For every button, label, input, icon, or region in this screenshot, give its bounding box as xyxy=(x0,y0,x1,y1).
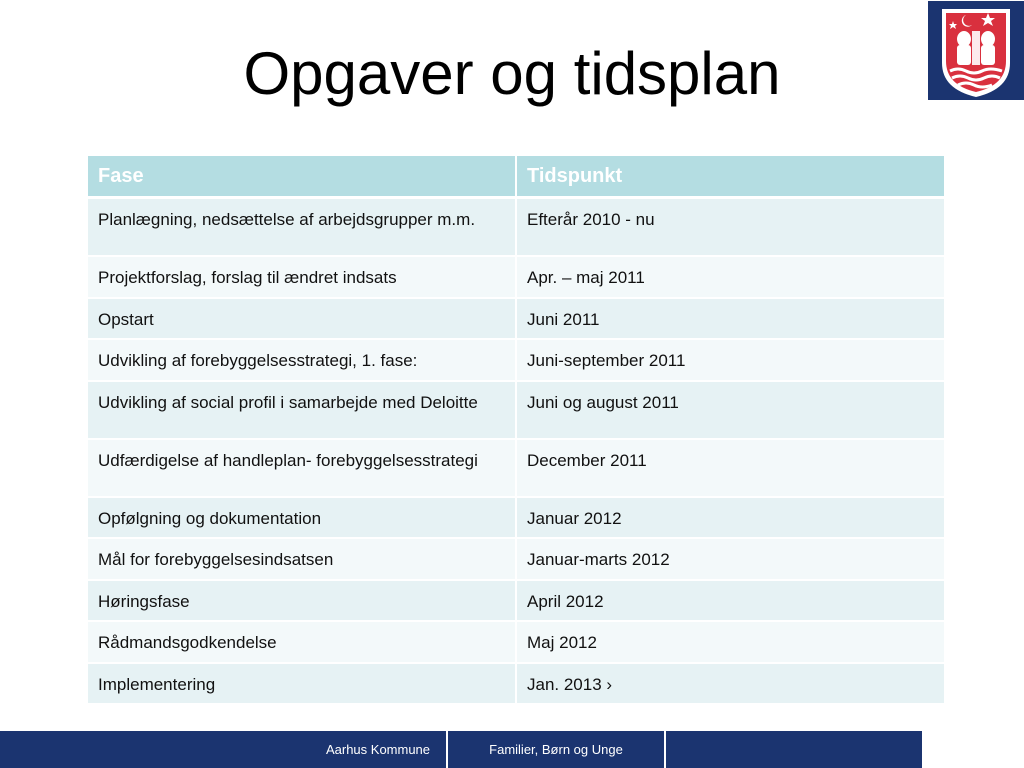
cell-tidspunkt: Juni 2011 xyxy=(516,298,944,339)
cell-tidspunkt: Januar 2012 xyxy=(516,497,944,538)
cell-tidspunkt: Jan. 2013 › xyxy=(516,663,944,704)
cell-fase: Mål for forebyggelsesindsatsen xyxy=(88,538,516,580)
cell-tidspunkt: Maj 2012 xyxy=(516,621,944,663)
cell-tidspunkt: April 2012 xyxy=(516,580,944,621)
slide-title: Opgaver og tidsplan xyxy=(243,40,781,107)
cell-tidspunkt: Juni og august 2011 xyxy=(516,381,944,439)
footer-divider xyxy=(664,731,666,768)
aarhus-coat-of-arms-icon xyxy=(928,1,1024,100)
column-header-tidspunkt: Tidspunkt xyxy=(516,156,944,198)
cell-fase: Implementering xyxy=(88,663,516,704)
table-row xyxy=(88,497,944,538)
cell-tidspunkt: December 2011 xyxy=(516,439,944,497)
table-row xyxy=(88,298,944,339)
cell-fase: Rådmandsgodkendelse xyxy=(88,621,516,663)
cell-tidspunkt: Apr. – maj 2011 xyxy=(516,256,944,298)
cell-tidspunkt: Januar-marts 2012 xyxy=(516,538,944,580)
cell-fase: Opfølgning og dokumentation xyxy=(88,497,516,538)
table-row xyxy=(88,256,944,298)
cell-tidspunkt: Juni-september 2011 xyxy=(516,339,944,381)
cell-fase: Projektforslag, forslag til ændret indsats xyxy=(88,256,516,298)
cell-fase: Udvikling af social profil i samarbejde med Deloitte xyxy=(88,381,516,439)
schedule-table xyxy=(88,156,944,705)
cell-fase: Høringsfase xyxy=(88,580,516,621)
table-row xyxy=(88,339,944,381)
cell-fase: Opstart xyxy=(88,298,516,339)
table-row xyxy=(88,538,944,580)
cell-fase: Udvikling af forebyggelsesstrategi, 1. fase: xyxy=(88,339,516,381)
column-header-fase: Fase xyxy=(88,156,516,198)
cell-fase: Udfærdigelse af handleplan- forebyggelsesstrategi xyxy=(88,439,516,497)
cell-fase: Planlægning, nedsættelse af arbejdsgrupper m.m. xyxy=(88,198,516,256)
cell-tidspunkt: Efterår 2010 - nu xyxy=(516,198,944,256)
table-row xyxy=(88,663,944,704)
table-row xyxy=(88,580,944,621)
footer-department: Familier, Børn og Unge xyxy=(489,742,623,757)
table-row xyxy=(88,439,944,497)
table-row xyxy=(88,621,944,663)
footer-bar xyxy=(0,731,922,768)
table-header-row xyxy=(88,156,944,198)
footer-organization: Aarhus Kommune xyxy=(325,742,431,757)
table-row xyxy=(88,198,944,256)
table-row xyxy=(88,381,944,439)
